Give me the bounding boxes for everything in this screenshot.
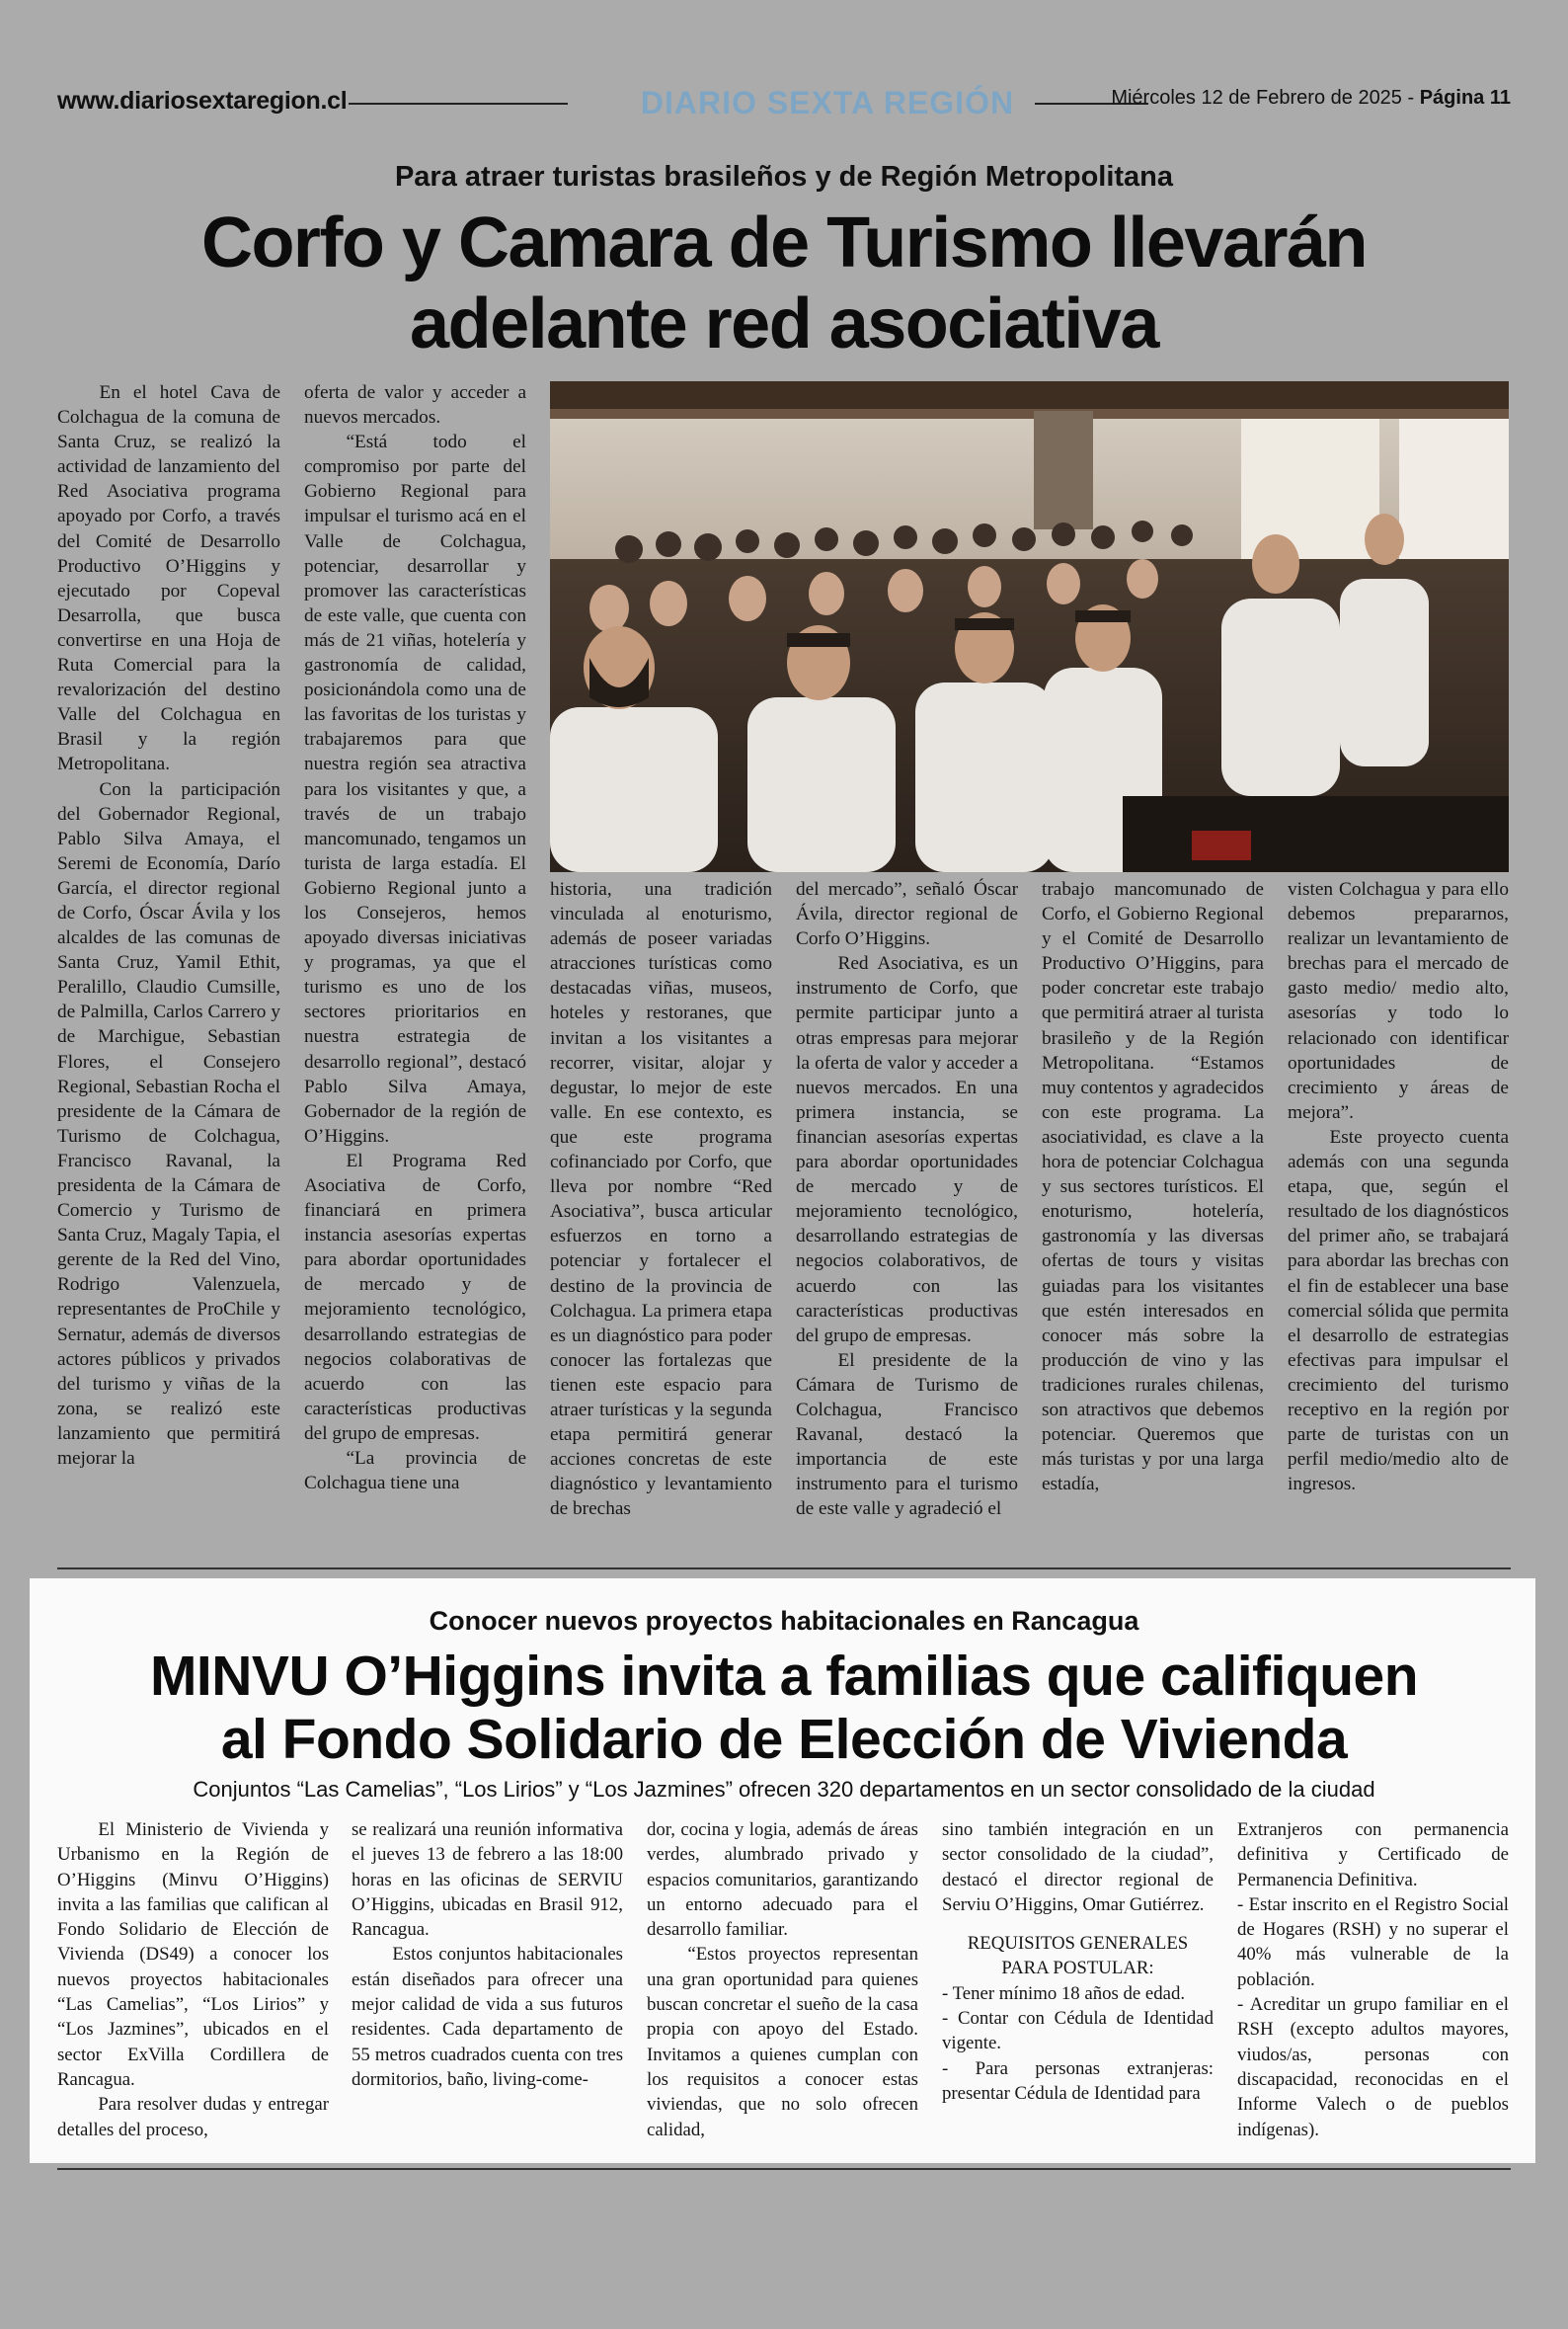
paragraph: Este proyecto cuenta además con una segunda etapa, que, según el resultado de los diagnósticos del primer año, se trabajará para abordar las brechas con el fin de establecer una base comercial sólida que permita el desarrollo de estrategias efectivas para impulsar el crecimiento del turismo receptivo en la región por parte de turistas con un perfil medio/medio alto de ingresos. [1288,1126,1509,1495]
article1-headline-line1: Corfo y Camara de Turismo llevarán [200,203,1368,282]
paragraph: El presidente de la Cámara de Turismo de Colchagua, Francisco Ravanal, destacó la importancia de este instrumento para el turismo de este valle y agradeció el [796,1349,1018,1520]
article1-kicker: Para atraer turistas brasileños y de Región Metropolitana [394,161,1174,193]
paragraph: En el hotel Cava de Colchagua de la comuna de Santa Cruz, se realizó la actividad de lanzamiento del Red Asociativa programa apoyado por Corfo, a través del Comité de Desarrollo Productivo O’Higgins y ejecutado por Copeval Desarrolla, que busca convertirse en una Hoja de Ruta Comercial para la revalorización del destino Valle del Colchagua en Brasil y la región Metropolitana. [57,382,280,775]
site-url[interactable]: www.diariosextaregion.cl [57,87,348,115]
paragraph: dor, cocina y logia, además de áreas verdes, alumbrado privado y espacios comunitarios, garantizando un entorno adecuado para el desarrollo familiar. [647,1819,918,1941]
paragraph: oferta de valor y acceder a nuevos mercados. [304,382,526,429]
event-photo [550,381,1509,872]
paragraph: Con la participación del Gobernador Regional, Pablo Silva Amaya, el Seremi de Economía, Darío García, el director regional de Corfo, Óscar Ávila y los alcaldes de las comunas de Santa Cruz, Yamil Ethit, Peralillo, Claudio Cumsille, de Palmilla, Carlos Carrero y de Marchigue, Sebastian Flores, el Consejero Regional, Sebastian Rocha el presidente de la Cámara de Turismo de Colchagua, Francisco Ravanal, la presidenta de la Cámara de Comercio y Turismo de Santa Cruz, Magaly Tapia, el gerente de la Red del Vino, Rodrigo Valenzuela, representantes de ProChile y Sernatur, además de diversos actores públicos y privados del turismo y viñas de la zona, se realizó este lanzamiento que permitirá mejorar la [57,778,280,1470]
issue-date: Miércoles 12 de Febrero de 2025 - [1111,87,1420,109]
paragraph: El Ministerio de Vivienda y Urbanismo en la Región de O’Higgins (Minvu O’Higgins) invita a las familias que califican al Fondo Solidario de Elección de Vivienda (DS49) a conocer los nuevos proyectos habitacionales “Las Camelias”, “Los Lirios” y “Los Jazmines”, ubicados en el sector ExVilla Cordillera de Rancagua. [57,1819,329,2090]
requirement-item: - Contar con Cédula de Identidad vigente. [942,2008,1214,2054]
article2-headline-line1: MINVU O’Higgins invita a familias que califiquen [149,1645,1419,1708]
article1-column-2 [304,380,526,1495]
paragraph: visten Colchagua y para ello debemos prepararnos, realizar un levantamiento de brechas para el mercado de gasto medio/ medio alto, asesorías y todo lo relacionado con identificar oportunidades de crecimiento y áreas de mejora”. [1288,879,1509,1123]
article2-column-2 [352,1817,623,2092]
page-bottom-rule [57,2168,1511,2170]
article1-column-1 [57,380,280,1471]
article1-headline-line2: adelante red asociativa [410,284,1158,363]
paragraph: “Está todo el compromiso por parte del Gobierno Regional para impulsar el turismo acá en el Valle de Colchagua, potenciar, desarrollar y promover las características de este valle, que cuenta con más de 21 viñas, hotelería y gastronomía de calidad, posicionándola como una de las favoritas de los turistas y trabajaremos para que nuestra región sea atractiva para los visitantes y que, a través de un trabajo mancomunado, tengamos un turista de larga estadía. El Gobierno Regional junto a los Consejeros, hemos apoyado diversas iniciativas y programas, ya que el turismo es uno de los sectores prioritarios en nuestra estrategia de desarrollo regional”, destacó Pablo Silva Amaya, Gobernador de la región de O’Higgins. [304,432,526,1147]
requirements-heading [942,1931,1214,1981]
requirement-item: Extranjeros con permanencia definitiva y Certificado de Permanencia Definitiva. [1237,1819,1509,1890]
article2-column-1 [57,1817,329,2142]
article1-column-3 [550,877,772,1521]
page-header [57,81,1511,130]
newspaper-brand: DIARIO SEXTA REGIÓN [640,85,1015,120]
article2-kicker: Conocer nuevos proyectos habitacionales en Rancagua [429,1606,1139,1636]
requirement-item: - Para personas extranjeras: presentar Cédula de Identidad para [942,2057,1214,2104]
requirements-heading-line2: PARA POSTULAR: [1001,1958,1154,1979]
paragraph: El Programa Red Asociativa de Corfo, financiará en primera instancia asesorías expertas para abordar oportunidades de mercado y de mejoramiento tecnológico, desarrollando estrategias de negocios colaborativas de acuerdo con las características productivas del grupo de empresas. [304,1150,526,1444]
article2-column-5 [1237,1817,1509,2142]
paragraph: “La provincia de Colchagua tiene una [304,1448,526,1494]
requirement-item: - Acreditar un grupo familiar en el RSH (excepto adultos mayores, viudos/as, personas con discapacidad, reconocidas en el Informe Valech o de pueblos indígenas). [1237,1994,1509,2140]
article2-headline [0,1645,1568,1771]
paragraph: “Estos proyectos representan una gran oportunidad para quienes buscan concretar el sueño de la casa propia con apoyo del Estado. Invitamos a quienes cumplan con los requisitos a conocer estas viviendas, que no solo ofrecen calidad, [647,1944,918,2140]
paragraph: Para resolver dudas y entregar detalles del proceso, [57,2094,329,2140]
article2-subtitle: Conjuntos “Las Camelias”, “Los Lirios” y “Los Jazmines” ofrecen 320 departamentos en un sector consolidado de la ciudad [193,1777,1375,1802]
requirements-heading-line1: REQUISITOS GENERALES [967,1933,1189,1955]
page-number: Página 11 [1419,87,1511,109]
article2-column-3 [647,1817,918,2142]
paragraph: del mercado”, señaló Óscar Ávila, director regional de Corfo O’Higgins. [796,879,1018,950]
date-and-page [1111,87,1511,110]
article2-headline-line2: al Fondo Solidario de Elección de Vivienda [220,1708,1348,1771]
paragraph: historia, una tradición vinculada al enoturismo, además de poseer variadas atracciones turísticas como destacadas viñas, museos, hoteles y restoranes, que invitan a los visitantes a recorrer, visitar, alojar y degustar, lo mejor de este valle. En ese contexto, es que este programa cofinanciado por Corfo, que lleva por nombre “Red Asociativa”, busca articular esfuerzos en torno a potenciar y fortalecer el destino de la provincia de Colchagua. La primera etapa es un diagnóstico para poder conocer las fortalezas que tienen este espacio para atraer turísticas y la segunda etapa permitirá generar acciones concretas de este diagnóstico y levantamiento de brechas [550,879,772,1520]
article1-column-6 [1288,877,1509,1496]
article1-column-5 [1042,877,1264,1496]
header-rule-left [349,103,568,105]
article1-headline [0,202,1568,364]
paragraph: se realizará una reunión informativa el jueves 13 de febrero a las 18:00 horas en las oficinas de SERVIU O’Higgins, ubicadas en Brasil 912, Rancagua. [352,1819,623,1941]
paragraph: Red Asociativa, es un instrumento de Corfo, que permite participar junto a otras empresas para mejorar la oferta de valor y acceder a nuevos mercados. En una primera instancia, se financian asesorías expertas para abordar oportunidades de mercado y de mejoramiento tecnológico, desarrollando estrategias de negocios colaborativos, de acuerdo con las características productivas del grupo de empresas. [796,953,1018,1346]
paragraph: trabajo mancomunado de Corfo, el Gobierno Regional y el Comité de Desarrollo Productivo O’Higgins, para poder concretar este trabajo que permitirá atraer al turista brasileño y de la Región Metropolitana. “Estamos muy contentos y agradecidos con este programa. La asociatividad, es clave a la hora de potenciar Colchagua y sus sectores turísticos. El enoturismo, hotelería, gastronomía y las diversas ofertas de tours y visitas guiadas para los visitantes que estén interesados en conocer más sobre la producción de vino y las tradiciones rurales chilenas, son atractivos que debemos potenciar. Queremos que más turistas y por una larga estadía, [1042,879,1264,1495]
audience-photo-illustration [550,381,1509,872]
article2-column-4 [942,1817,1214,2106]
paragraph: Estos conjuntos habitacionales están diseñados para ofrecer una mejor calidad de vida a sus futuros residentes. Cada departamento de 55 metros cuadrados cuenta con tres dormitorios, baño, living-come- [352,1944,623,2090]
requirement-item: - Estar inscrito en el Registro Social de Hogares (RSH) y no superar el 40% más vulnerable de la población. [1237,1893,1509,1990]
section-divider [57,1567,1511,1569]
paragraph: sino también integración en un sector consolidado de la ciudad”, destacó el director regional de Serviu O’Higgins, Omar Gutiérrez. [942,1819,1214,1915]
requirement-item: - Tener mínimo 18 años de edad. [942,1982,1186,2004]
article1-column-4 [796,877,1018,1521]
